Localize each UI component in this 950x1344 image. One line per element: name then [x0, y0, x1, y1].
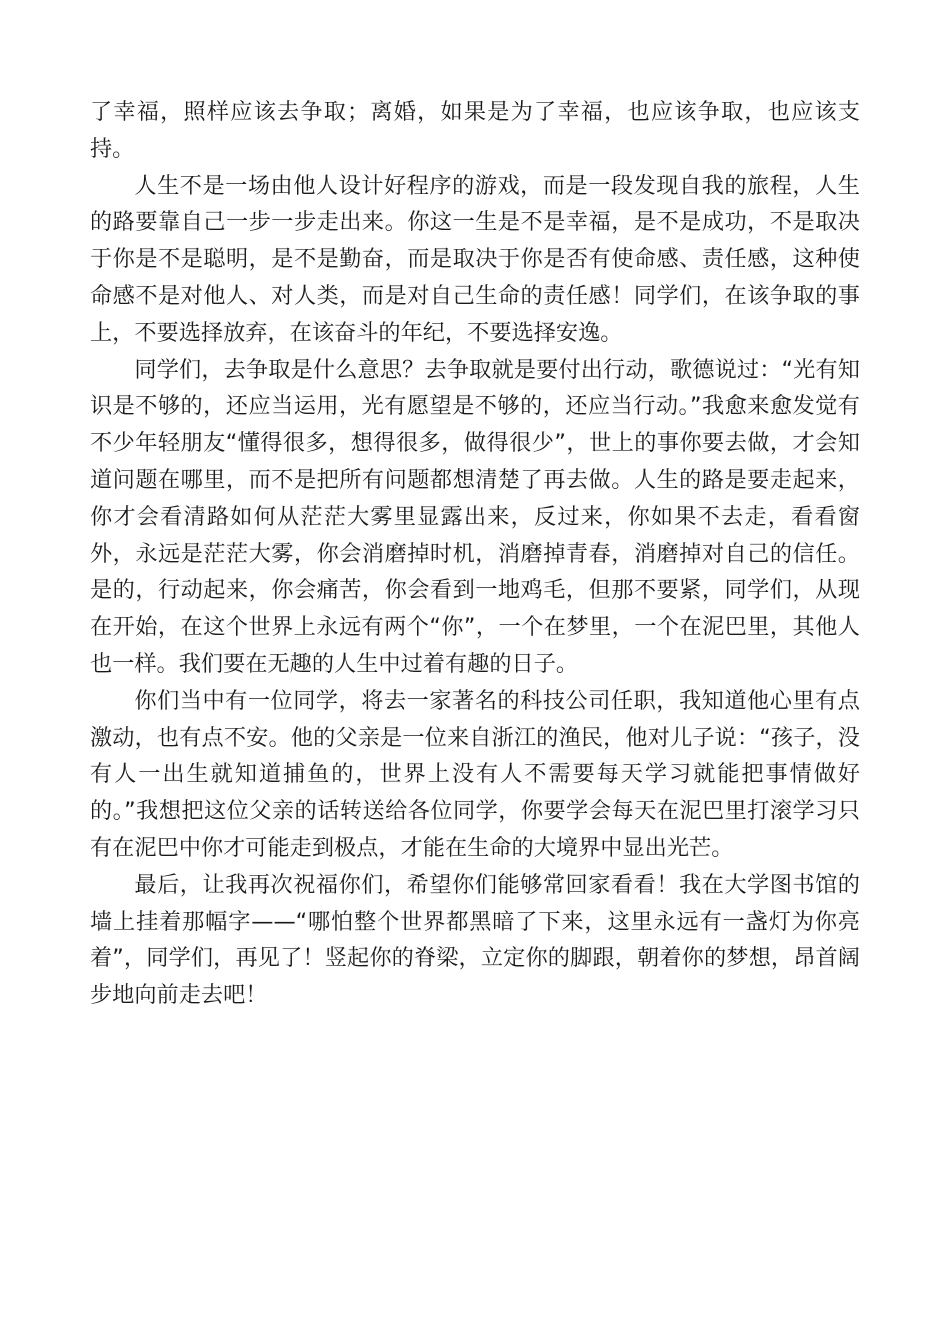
paragraph-4: 你们当中有一位同学，将去一家著名的科技公司任职，我知道他心里有点激动，也有点不安。他的父亲是一位来自浙江的渔民，他对儿子说：“孩子，没有人一出生就知道捕鱼的，世界上没有人不需要每天学习就能把事情做好的。”我想把这位父亲的话转送给各位同学，你要学会每天在泥巴里打滚学习只有在泥巴中你才可能走到极点，才能在生命的大境界中显出光芒。	[90, 687, 860, 861]
paragraph-2: 人生不是一场由他人设计好程序的游戏，而是一段发现自我的旅程，人生的路要靠自己一步一步走出来。你这一生是不是幸福，是不是成功，不是取决于你是不是聪明，是不是勤奋，而是取决于你是否有使命感、责任感，这种使命感不是对他人、对人类，而是对自己生命的责任感！同学们，在该争取的事上，不要选择放弃，在该奋斗的年纪，不要选择安逸。	[90, 172, 860, 346]
paragraph-5: 最后，让我再次祝福你们，希望你们能够常回家看看！我在大学图书馆的墙上挂着那幅字——“哪怕整个世界都黑暗了下来，这里永远有一盏灯为你亮着”，同学们，再见了！竖起你的脊梁，立定你的脚跟，朝着你的梦想，昂首阔步地向前走去吧！	[90, 871, 860, 1009]
paragraph-3: 同学们，去争取是什么意思？去争取就是要付出行动，歌德说过：“光有知识是不够的，还应当运用，光有愿望是不够的，还应当行动。”我愈来愈发觉有不少年轻朋友“懂得很多，想得很多，做得很少”，世上的事你要去做，才会知道问题在哪里，而不是把所有问题都想清楚了再去做。人生的路是要走起来，你才会看清路如何从茫茫大雾里显露出来，反过来，你如果不去走，看看窗外，永远是茫茫大雾，你会消磨掉时机，消磨掉青春，消磨掉对自己的信任。是的，行动起来，你会痛苦，你会看到一地鸡毛，但那不要紧，同学们，从现在开始，在这个世界上永远有两个“你”，一个在梦里，一个在泥巴里，其他人也一样。我们要在无趣的人生中过着有趣的日子。	[90, 356, 860, 677]
document-body	[90, 94, 860, 1014]
paragraph-1: 了幸福，照样应该去争取；离婚，如果是为了幸福，也应该争取，也应该支持。	[90, 99, 860, 162]
